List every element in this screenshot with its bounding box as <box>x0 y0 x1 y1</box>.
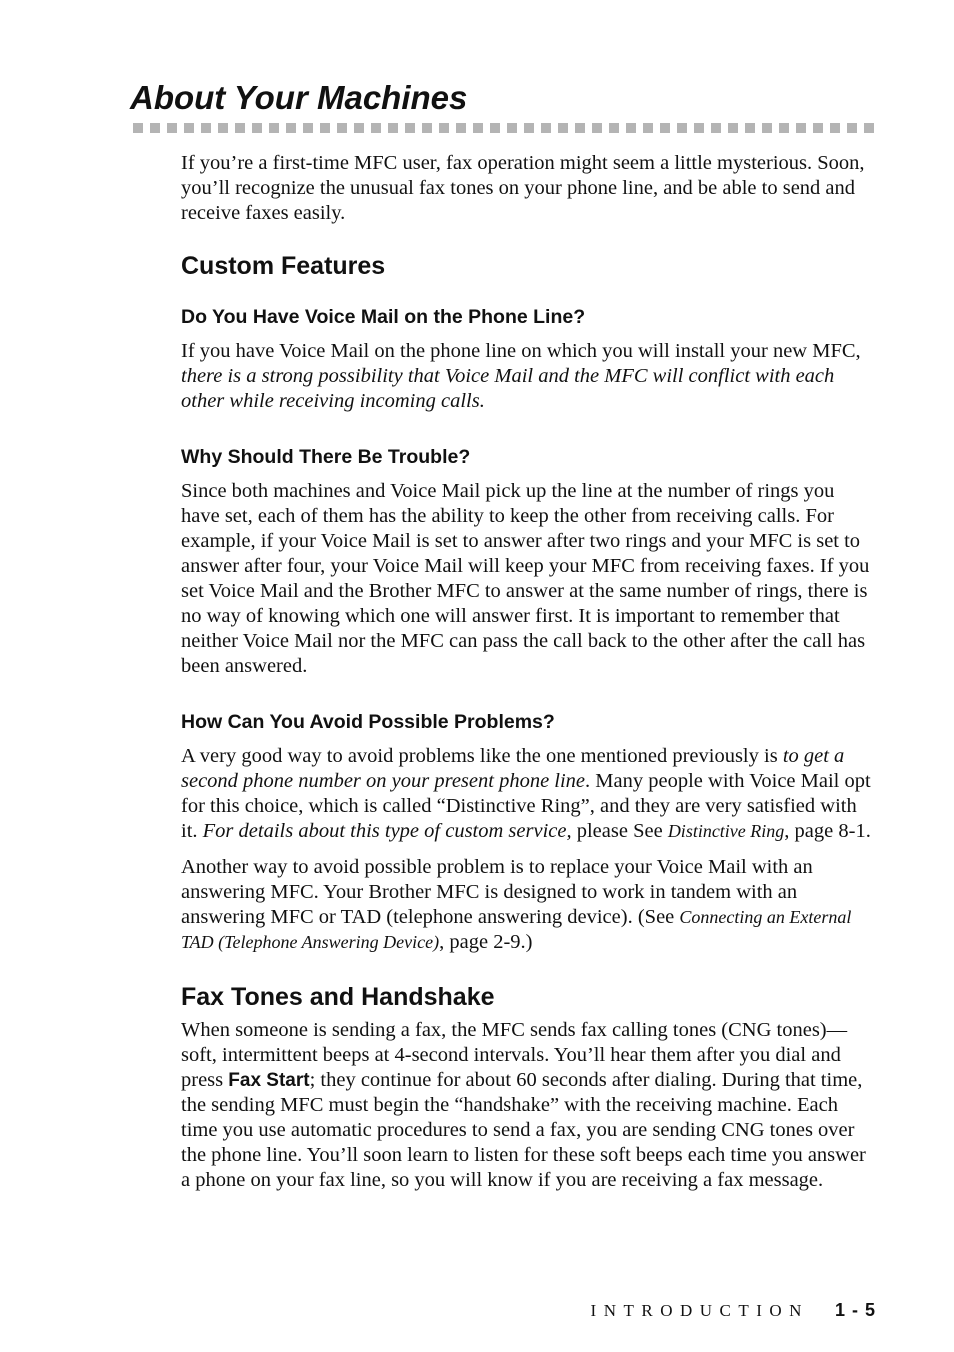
page-title: About Your Machines <box>130 79 468 116</box>
avoid-paragraph-2 <box>181 855 875 955</box>
fax-tones-text: ; they continue for about 60 seconds after dialing. During that time, the sending MFC must begin the “handshake” with the receiving machine. Each time you use automatic procedures to send a fax, you are sending CNG tones over the phone line. You’ll soon learn to listen for these soft beeps each time you answer a phone on your fax line, so you will know if you are receiving a fax message. <box>181 1069 866 1191</box>
cross-reference-external-tad: Connecting an External TAD (Telephone Answering Device) <box>181 907 852 952</box>
avoid-text: , page 2-9.) <box>439 931 533 953</box>
voice-mail-paragraph <box>181 339 875 414</box>
avoid-text: A very good way to avoid problems like the one mentioned previously is <box>181 745 783 767</box>
avoid-text: , page 8-1. <box>784 820 871 842</box>
avoid-emphasis: to get a second phone number on your present phone line <box>181 745 845 792</box>
avoid-paragraph-1 <box>181 744 875 844</box>
voice-mail-emphasis: there is a strong possibility that Voice Mail and the MFC will conflict with each other while receiving incoming calls. <box>181 365 835 412</box>
cross-reference-distinctive-ring: Distinctive Ring <box>667 821 785 841</box>
avoid-text: Another way to avoid possible problem is to replace your Voice Mail with an answering MFC. Your Brother MFC is designed to work in tandem with an answering MFC or TAD (telephone answering device). (See <box>181 856 813 928</box>
subheading-voice-mail: Do You Have Voice Mail on the Phone Line? <box>181 306 586 328</box>
avoid-text: . Many people with Voice Mail opt for this choice, which is called “Distinctive Ring”, and they are very satisfied with it. <box>181 770 871 842</box>
subheading-trouble: Why Should There Be Trouble? <box>181 446 471 468</box>
voice-mail-text: If you have Voice Mail on the phone line on which you will install your new MFC, <box>181 340 861 362</box>
footer-section-name: INTRODUCTION <box>590 1301 809 1320</box>
intro-paragraph: If you’re a first-time MFC user, fax operation might seem a little mysterious. Soon, you’ll recognize the unusual fax tones on your phone line, and be able to send and receive faxes easily. <box>181 152 865 224</box>
avoid-text: please See <box>571 820 668 842</box>
page-footer <box>591 1299 876 1322</box>
subheading-avoid-problems: How Can You Avoid Possible Problems? <box>181 711 555 733</box>
fax-tones-text: When someone is sending a fax, the MFC sends fax calling tones (CNG tones)—soft, intermittent beeps at 4-second intervals. You’ll hear them after you dial and press <box>181 1019 848 1091</box>
page-body <box>181 150 875 1193</box>
section-heading-fax-tones: Fax Tones and Handshake <box>181 983 495 1011</box>
footer-page-number: 1 - 5 <box>834 1300 876 1320</box>
fax-start-key-label: Fax Start <box>228 1070 310 1091</box>
avoid-emphasis: For details about this type of custom service, <box>202 820 572 842</box>
section-heading-custom-features: Custom Features <box>181 252 386 280</box>
title-divider <box>133 123 875 133</box>
fax-tones-paragraph <box>181 1018 875 1193</box>
trouble-paragraph: Since both machines and Voice Mail pick up the line at the number of rings you have set, each of them has the ability to keep the other from receiving calls. For example, if your Voice Mail is set to answer after two rings and your MFC is set to answer after four, your Voice Mail will keep your MFC from receiving faxes. If you set Voice Mail and the Brother MFC to answer at the same number of rings, there is no way of knowing which one will answer first. It is important to remember that neither Voice Mail nor the MFC can pass the call back to the other after the call has been answered. <box>181 480 870 677</box>
